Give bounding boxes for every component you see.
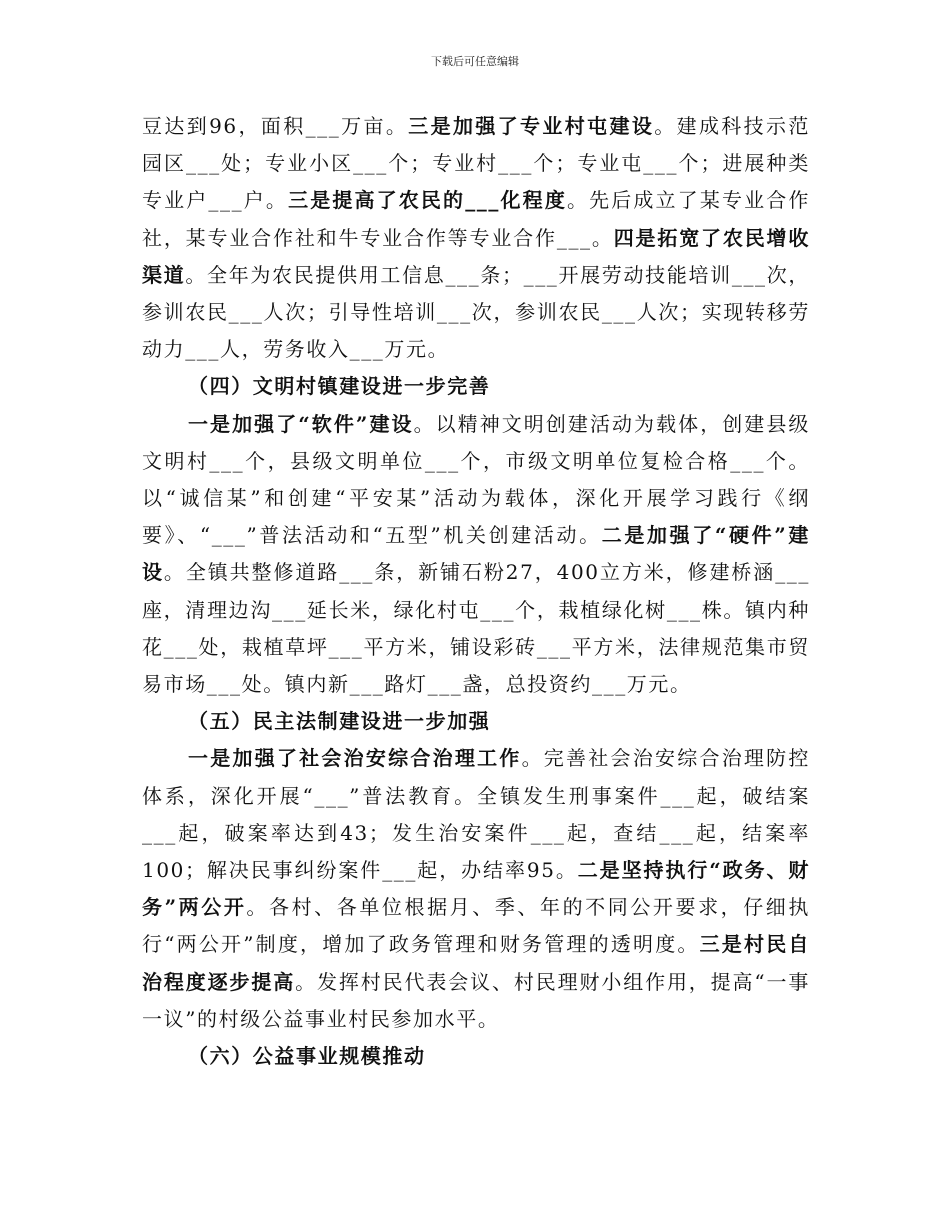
bold-run: 三是提高了农民的___化程度 [288,188,567,213]
bold-run: 二是加强了“硬件”建设 [142,523,810,585]
section-heading-5: （五）民主法制建设进一步加强 [188,709,491,734]
text-run: 。完善社会治安综合治理防控体系，深化开展“___”普法教育。全镇发生刑事案件___起，破结案___起，破案率达到43；发生治安案件___起，查结___起，结案率100；解决民事纠纷案件___起，办结率95。 [142,746,811,883]
text-run: 。各村、各单位根据月、季、年的不同公开要求，仔细执行“两公开”制度，增加了政务管理和财务管理的透明度。 [142,895,810,957]
bold-run: 一是加强了“软件”建设 [188,411,414,436]
paragraph-legal [142,740,810,1038]
paragraph-agriculture-income [142,108,810,368]
text-run: 。建成科技示范园区___处；专业小区___个；专业村___个；专业屯___个；进展种类专业户___户。 [142,114,810,213]
bold-run: 一是加强了社会治安综合治理工作 [188,746,522,771]
document-body [142,108,810,1075]
bold-run: 四是拓宽了农民增收渠道 [142,225,810,287]
paragraph-civilization [142,406,810,704]
section-heading-4: （四）文明村镇建设进一步完善 [188,374,491,399]
text-run: 。全年为农民提供用工信息___条；___开展劳动技能培训___次，参训农民___人次；引导性培训___次，参训农民___人次；实现转移劳动力___人，劳务收入___万元。 [142,262,810,362]
page-header: 下载后可任意编辑 [431,55,519,68]
text-run: 。发挥村民代表会议、村民理财小组作用，提高“一事一议”的村级公益事业村民参加水平。 [142,969,810,1031]
text-run: 豆达到96，面积___万亩。 [142,114,409,138]
text-run: 。先后成立了某专业合作社，某专业合作社和牛专业合作等专业合作___。 [142,188,810,250]
section-heading-6: （六）公益事业规模推动 [188,1044,426,1069]
text-run: 。以精神文明创建活动为载体，创建县级文明村___个，县级文明单位___个，市级文明单位复检合格___个。以“诚信某”和创建“平安某”活动为载体，深化开展学习践行《纲要》、“___”普法活动和“五型”机关创建活动。 [142,411,810,548]
text-run: 。全镇共整修道路___条，新铺石粉27，400立方米，修建桥涵___座，清理边沟___延长米，绿化村屯___个，栽植绿化树___株。镇内种花___处，栽植草坪___平方米，铺设彩砖___平方米，法律规范集市贸易市场___处。镇内新___路灯___盏，总投资约___万元。 [142,560,810,697]
bold-run: 三是村民自治程度逐步提高 [142,932,811,994]
bold-run: 二是坚持执行“政务、财务”两公开 [142,858,810,920]
bold-run: 三是加强了专业村屯建设 [408,114,655,138]
